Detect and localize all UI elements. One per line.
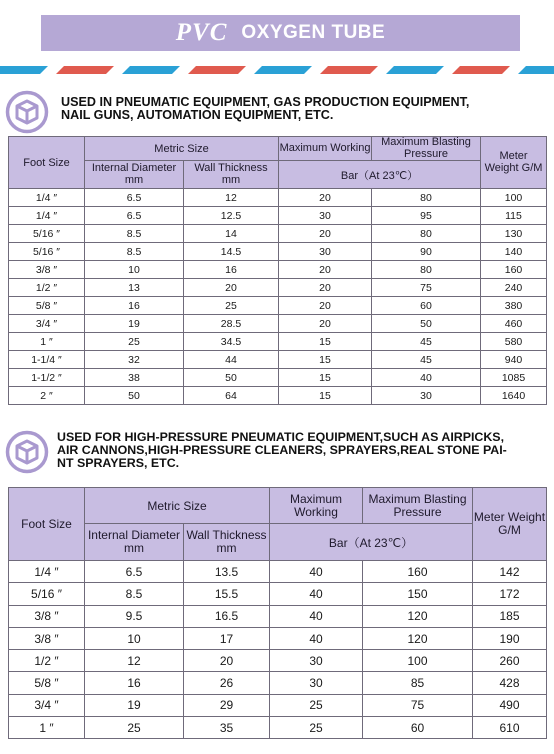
table-row [9, 627, 547, 649]
cell-meter-weight: 100 [481, 189, 547, 207]
title-banner [41, 15, 520, 51]
cell-wall-thickness: 16 [184, 261, 279, 279]
cell-max-working: 25 [270, 717, 363, 739]
cell-max-blasting: 85 [363, 672, 473, 694]
stripe-segment [0, 66, 48, 74]
cell-max-blasting: 120 [363, 605, 473, 627]
table-row [9, 225, 547, 243]
section-2-heading-line-2: AIR CANNONS,HIGH-PRESSURE CLEANERS, SPRAYERS,REAL STONE PAI- [57, 443, 507, 458]
header-meter-weight: Meter Weight G/M [481, 137, 547, 189]
cell-wall-thickness: 16.5 [184, 605, 270, 627]
cell-internal-diameter: 19 [85, 315, 184, 333]
cell-wall-thickness: 64 [184, 387, 279, 405]
table-row [9, 243, 547, 261]
cell-internal-diameter: 6.5 [85, 207, 184, 225]
header-meter-weight: Meter Weight G/M [473, 488, 547, 561]
table-row [9, 333, 547, 351]
header-max-blasting: Maximum Blasting Pressure [372, 137, 481, 161]
stripe-segment [320, 66, 378, 74]
cell-internal-diameter: 6.5 [85, 561, 184, 583]
header-foot-size: Foot Size [9, 137, 85, 189]
cell-foot-size: 1-1/4 ″ [9, 351, 85, 369]
cell-max-blasting: 75 [372, 279, 481, 297]
cell-internal-diameter: 9.5 [85, 605, 184, 627]
stripe-segment [188, 66, 246, 74]
table-row [9, 650, 547, 672]
cell-foot-size: 3/8 ″ [9, 627, 85, 649]
cell-wall-thickness: 44 [184, 351, 279, 369]
cell-foot-size: 3/8 ″ [9, 605, 85, 627]
cell-max-blasting: 80 [372, 225, 481, 243]
cell-foot-size: 5/16 ″ [9, 225, 85, 243]
section-1-heading-line-2: NAIL GUNS, AUTOMATION EQUIPMENT, ETC. [61, 108, 334, 123]
cell-max-working: 20 [279, 189, 372, 207]
cell-max-working: 40 [270, 583, 363, 605]
cell-max-working: 40 [270, 627, 363, 649]
stripe-segment [122, 66, 180, 74]
cell-foot-size: 1/4 ″ [9, 207, 85, 225]
cell-meter-weight: 428 [473, 672, 547, 694]
cell-wall-thickness: 17 [184, 627, 270, 649]
table-row [9, 387, 547, 405]
cell-foot-size: 5/16 ″ [9, 243, 85, 261]
table-row [9, 717, 547, 739]
cell-internal-diameter: 50 [85, 387, 184, 405]
table-row [9, 315, 547, 333]
cell-foot-size: 5/16 ″ [9, 583, 85, 605]
cell-meter-weight: 610 [473, 717, 547, 739]
cell-internal-diameter: 19 [85, 694, 184, 716]
cell-max-working: 25 [270, 694, 363, 716]
cell-max-blasting: 160 [363, 561, 473, 583]
table-row [9, 351, 547, 369]
cell-max-blasting: 95 [372, 207, 481, 225]
cell-wall-thickness: 26 [184, 672, 270, 694]
table-row [9, 583, 547, 605]
cell-max-working: 40 [270, 605, 363, 627]
stripe-segment [386, 66, 444, 74]
cell-meter-weight: 490 [473, 694, 547, 716]
cell-meter-weight: 1640 [481, 387, 547, 405]
stripe-segment [452, 66, 510, 74]
banner-title: OXYGEN TUBE [241, 22, 386, 43]
section-1-heading [61, 96, 469, 122]
cell-wall-thickness: 12.5 [184, 207, 279, 225]
header-max-blasting: Maximum Blasting Pressure [363, 488, 473, 524]
cell-wall-thickness: 50 [184, 369, 279, 387]
cell-internal-diameter: 25 [85, 333, 184, 351]
cell-max-working: 20 [279, 279, 372, 297]
header-metric-size: Metric Size [85, 137, 279, 161]
spec-table-1 [8, 136, 547, 405]
cell-foot-size: 5/8 ″ [9, 297, 85, 315]
cell-foot-size: 1/4 ″ [9, 561, 85, 583]
cell-internal-diameter: 16 [85, 297, 184, 315]
section-2-heading [57, 431, 507, 470]
cell-max-blasting: 30 [372, 387, 481, 405]
header-bar: Bar（At 23℃） [270, 524, 473, 561]
cell-foot-size: 2 ″ [9, 387, 85, 405]
cell-internal-diameter: 38 [85, 369, 184, 387]
header-foot-size: Foot Size [9, 488, 85, 561]
cell-internal-diameter: 8.5 [85, 583, 184, 605]
cell-meter-weight: 130 [481, 225, 547, 243]
cell-max-working: 15 [279, 369, 372, 387]
cell-wall-thickness: 20 [184, 650, 270, 672]
cell-max-working: 30 [270, 672, 363, 694]
cell-meter-weight: 185 [473, 605, 547, 627]
cell-wall-thickness: 29 [184, 694, 270, 716]
cell-foot-size: 1 ″ [9, 333, 85, 351]
cell-max-blasting: 90 [372, 243, 481, 261]
header-wall-thickness: Wall Thickness mm [184, 161, 279, 189]
cell-max-working: 15 [279, 351, 372, 369]
banner-pvc: PVC [175, 19, 228, 46]
header-bar: Bar（At 23℃） [279, 161, 481, 189]
table-row [9, 561, 547, 583]
cell-foot-size: 3/4 ″ [9, 694, 85, 716]
cell-max-blasting: 45 [372, 333, 481, 351]
section-1-heading-line-1: USED IN PNEUMATIC EQUIPMENT, GAS PRODUCTION EQUIPMENT, [61, 95, 470, 109]
cell-wall-thickness: 20 [184, 279, 279, 297]
table-row [9, 207, 547, 225]
stripe-segment [518, 66, 554, 74]
cell-max-working: 15 [279, 333, 372, 351]
header-max-working: Maximum Working [270, 488, 363, 524]
cell-meter-weight: 940 [481, 351, 547, 369]
cell-meter-weight: 115 [481, 207, 547, 225]
table-row [9, 672, 547, 694]
cell-foot-size: 1/2 ″ [9, 279, 85, 297]
cell-internal-diameter: 25 [85, 717, 184, 739]
cell-meter-weight: 380 [481, 297, 547, 315]
cell-internal-diameter: 8.5 [85, 225, 184, 243]
cell-wall-thickness: 13.5 [184, 561, 270, 583]
cell-max-working: 15 [279, 387, 372, 405]
cell-wall-thickness: 14 [184, 225, 279, 243]
stripe-segment [254, 66, 312, 74]
cell-max-working: 20 [279, 225, 372, 243]
table-row [9, 605, 547, 627]
cell-foot-size: 1/2 ″ [9, 650, 85, 672]
cell-internal-diameter: 10 [85, 261, 184, 279]
cell-wall-thickness: 34.5 [184, 333, 279, 351]
cell-max-working: 30 [270, 650, 363, 672]
cell-meter-weight: 260 [473, 650, 547, 672]
cell-max-working: 30 [279, 207, 372, 225]
cell-max-working: 40 [270, 561, 363, 583]
cell-foot-size: 5/8 ″ [9, 672, 85, 694]
table-row [9, 189, 547, 207]
cell-meter-weight: 1085 [481, 369, 547, 387]
cell-max-blasting: 60 [372, 297, 481, 315]
cell-max-blasting: 50 [372, 315, 481, 333]
cell-max-blasting: 40 [372, 369, 481, 387]
cell-foot-size: 3/4 ″ [9, 315, 85, 333]
airmail-stripe [0, 66, 554, 74]
cell-wall-thickness: 28.5 [184, 315, 279, 333]
cell-max-working: 20 [279, 261, 372, 279]
header-internal-diameter: Internal Diameter mm [85, 161, 184, 189]
cell-max-working: 30 [279, 243, 372, 261]
cell-internal-diameter: 8.5 [85, 243, 184, 261]
cell-meter-weight: 190 [473, 627, 547, 649]
cell-max-working: 20 [279, 297, 372, 315]
cell-wall-thickness: 15.5 [184, 583, 270, 605]
cell-max-blasting: 100 [363, 650, 473, 672]
cell-max-blasting: 150 [363, 583, 473, 605]
cell-foot-size: 1/4 ″ [9, 189, 85, 207]
box-circle-icon [4, 430, 50, 474]
box-circle-icon [4, 90, 50, 134]
cell-foot-size: 1-1/2 ″ [9, 369, 85, 387]
header-internal-diameter: Internal Diameter mm [85, 524, 184, 561]
header-wall-thickness: Wall Thickness mm [184, 524, 270, 561]
cell-max-blasting: 60 [363, 717, 473, 739]
section-2-heading-line-3: NT SPRAYERS, ETC. [57, 456, 180, 471]
table-row [9, 297, 547, 315]
cell-max-blasting: 80 [372, 189, 481, 207]
table-row [9, 279, 547, 297]
cell-meter-weight: 240 [481, 279, 547, 297]
cell-internal-diameter: 12 [85, 650, 184, 672]
header-metric-size: Metric Size [85, 488, 270, 524]
stripe-segment [56, 66, 114, 74]
cell-foot-size: 3/8 ″ [9, 261, 85, 279]
table-row [9, 694, 547, 716]
cell-meter-weight: 172 [473, 583, 547, 605]
cell-wall-thickness: 35 [184, 717, 270, 739]
cell-internal-diameter: 10 [85, 627, 184, 649]
cell-foot-size: 1 ″ [9, 717, 85, 739]
section-2-heading-line-1: USED FOR HIGH-PRESSURE PNEUMATIC EQUIPMENT,SUCH AS AIRPICKS, [57, 430, 505, 444]
stripe-graphic [0, 66, 554, 74]
cell-internal-diameter: 32 [85, 351, 184, 369]
cell-meter-weight: 160 [481, 261, 547, 279]
cell-max-blasting: 45 [372, 351, 481, 369]
cell-wall-thickness: 12 [184, 189, 279, 207]
table-row [9, 369, 547, 387]
cell-max-blasting: 120 [363, 627, 473, 649]
cell-max-blasting: 80 [372, 261, 481, 279]
cell-internal-diameter: 13 [85, 279, 184, 297]
cell-meter-weight: 460 [481, 315, 547, 333]
cell-meter-weight: 580 [481, 333, 547, 351]
header-max-working: Maximum Working [279, 137, 372, 161]
cell-meter-weight: 142 [473, 561, 547, 583]
cell-max-working: 20 [279, 315, 372, 333]
cell-internal-diameter: 6.5 [85, 189, 184, 207]
cell-meter-weight: 140 [481, 243, 547, 261]
cell-internal-diameter: 16 [85, 672, 184, 694]
table-row [9, 261, 547, 279]
cell-wall-thickness: 25 [184, 297, 279, 315]
cell-wall-thickness: 14.5 [184, 243, 279, 261]
cell-max-blasting: 75 [363, 694, 473, 716]
spec-table-2 [8, 487, 547, 739]
